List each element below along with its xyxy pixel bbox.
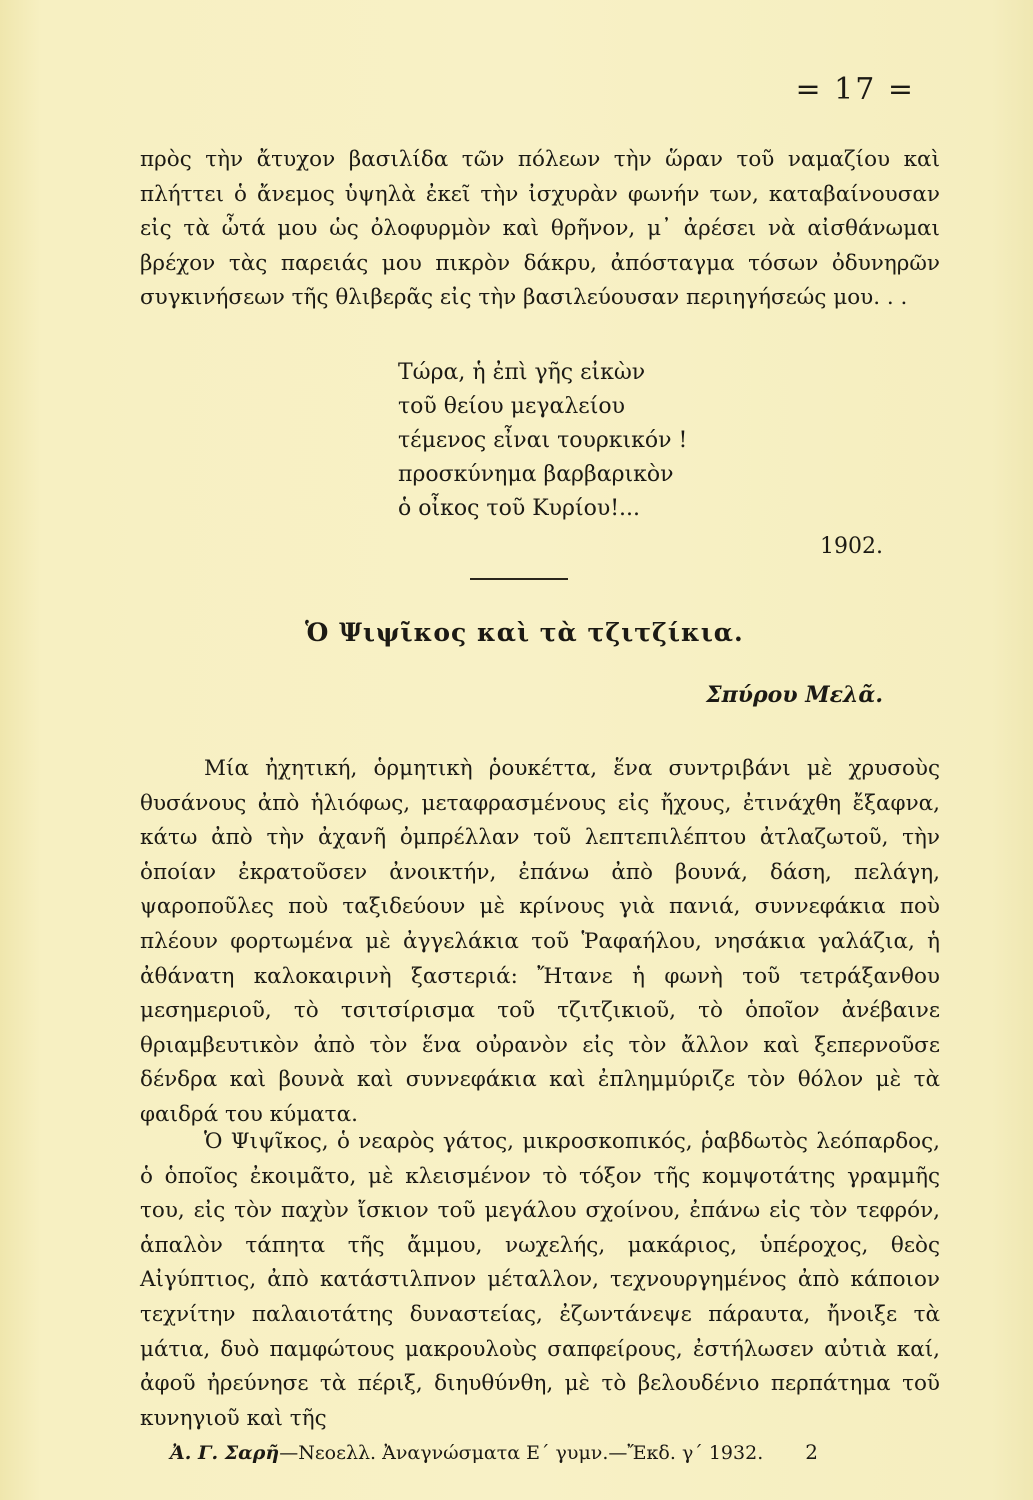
poem-year: 1902.: [820, 534, 883, 559]
poem-line: τοῦ θείου μεγαλείου: [398, 394, 625, 419]
poem-line: προσκύνημα βαρβαρικὸν: [398, 462, 674, 487]
poem-line: Τώρα, ἡ ἐπὶ γῆς εἰκὼν: [398, 360, 646, 385]
paragraph-continuation: πρὸς τὴν ἄτυχον βασιλίδα τῶν πόλεων τὴν ὥραν τοῦ ναμαζίου καὶ πλήττει ὁ ἄνεμος ὑψηλὰ ἐκεῖ τὴν ἰσχυρὰν φωνήν των, καταβαίνουσαν εἰς τὰ ὦτά μου ὡς ὀλοφυρμὸν καὶ θρῆνον, μ᾿ ἀρέσει νὰ αἰσθάνωμαι βρέχον τὰς παρειάς μου πικρὸν δάκρυ, ἀπόσταγμα τόσων ὀδυνηρῶν συγκινήσεων τῆς θλιβερᾶς εἰς τὴν βασιλεύουσαν περιηγήσεώς μου. . .: [140, 147, 940, 311]
page-number: = 17 =: [795, 72, 915, 107]
story-paragraph-1: Μία ἠχητική, ὁρμητικὴ ῥουκέττα, ἕνα συντριβάνι μὲ χρυσοὺς θυσάνους ἀπὸ ἡλιόφως, μεταφρασμένους εἰς ἤχους, ἐτινάχθη ἔξαφνα, κάτω ἀπὸ τὴν ἀχανῆ ὀμπρέλλαν τοῦ λεπτεπιλέπτου ἀτλαζωτοῦ, τὴν ὁποίαν ἐκρατοῦσεν ἀνοικτήν, ἐπάνω ἀπὸ βουνά, δάση, πελάγη, ψαροποῦλες ποὺ ταξιδεύουν μὲ κρίνους γιὰ πανιά, συννεφάκια ποὺ πλέουν φορτωμένα μὲ ἀγγελάκια τοῦ Ῥαφαήλου, νησάκια γαλάζια, ἡ ἀθάνατη καλοκαιρινὴ ξαστεριά: Ἤτανε ἡ φωνὴ τοῦ τετράξανθου μεσημεριοῦ, τὸ τσιτσίρισμα τοῦ τζιτζικιοῦ, τὸ ὁποῖον ἀνέβαινε θριαμβευτικὸν ἀπὸ τὸν ἕνα οὐρανὸν εἰς τὸν ἄλλον καὶ ξεπερνοῦσε δένδρα καὶ βουνὰ καὶ συννεφάκια καὶ ἐπλημμύριζε τὸν θόλον μὲ τὰ φαιδρά του κύματα.: [140, 756, 940, 1127]
section-divider: [470, 578, 568, 580]
poem-stanza: [398, 356, 687, 526]
footer-author: Ἀ. Γ. Σαρῆ: [170, 1442, 280, 1464]
story-author: Σπύρου Μελᾶ.: [706, 682, 883, 708]
story-title: Ὁ Ψιψῖκος καὶ τὰ τζιτζίκια.: [305, 618, 744, 647]
story-paragraph-2: Ὁ Ψιψῖκος, ὁ νεαρὸς γάτος, μικροσκοπικός, ῥαβδωτὸς λεόπαρδος, ὁ ὁποῖος ἐκοιμᾶτο, μὲ κλεισμένον τὸ τόξον τῆς κομψοτάτης γραμμῆς του, εἰς τὸν παχὺν ἴσκιον τοῦ μεγάλου σχοίνου, ἐπάνω εἰς τὸν τεφρόν, ἁπαλὸν τάπητα τῆς ἄμμου, νωχελής, μακάριος, ὑπέροχος, θεὸς Αἰγύπτιος, ἀπὸ κατάστιλπνον μέταλλον, τεχνουργημένος ἀπὸ κάποιον τεχνίτην παλαιοτάτης δυναστείας, ἐζωντάνεψε πάραυτα, ἤνοιξε τὰ μάτια, δυὸ παμφώτους μακρουλοὺς σαπφείρους, ἐστήλωσεν αὐτιὰ καί, ἀφοῦ ἠρεύνησε τὰ πέριξ, διηυθύνθη, μὲ τὸ βελουδένιο περπάτημα τοῦ κυνηγιοῦ καὶ τῆς: [140, 1129, 940, 1431]
page-footer: [170, 1440, 818, 1464]
footer-text: —Νεοελλ. Ἀναγνώσματα Ε΄ γυμν.—Ἔκδ. γ΄ 1932.: [279, 1442, 764, 1464]
signature-mark: 2: [805, 1440, 818, 1464]
poem-line: τέμενος εἶναι τουρκικόν !: [398, 428, 688, 453]
poem-line: ὁ οἶκος τοῦ Κυρίου!...: [398, 496, 641, 521]
